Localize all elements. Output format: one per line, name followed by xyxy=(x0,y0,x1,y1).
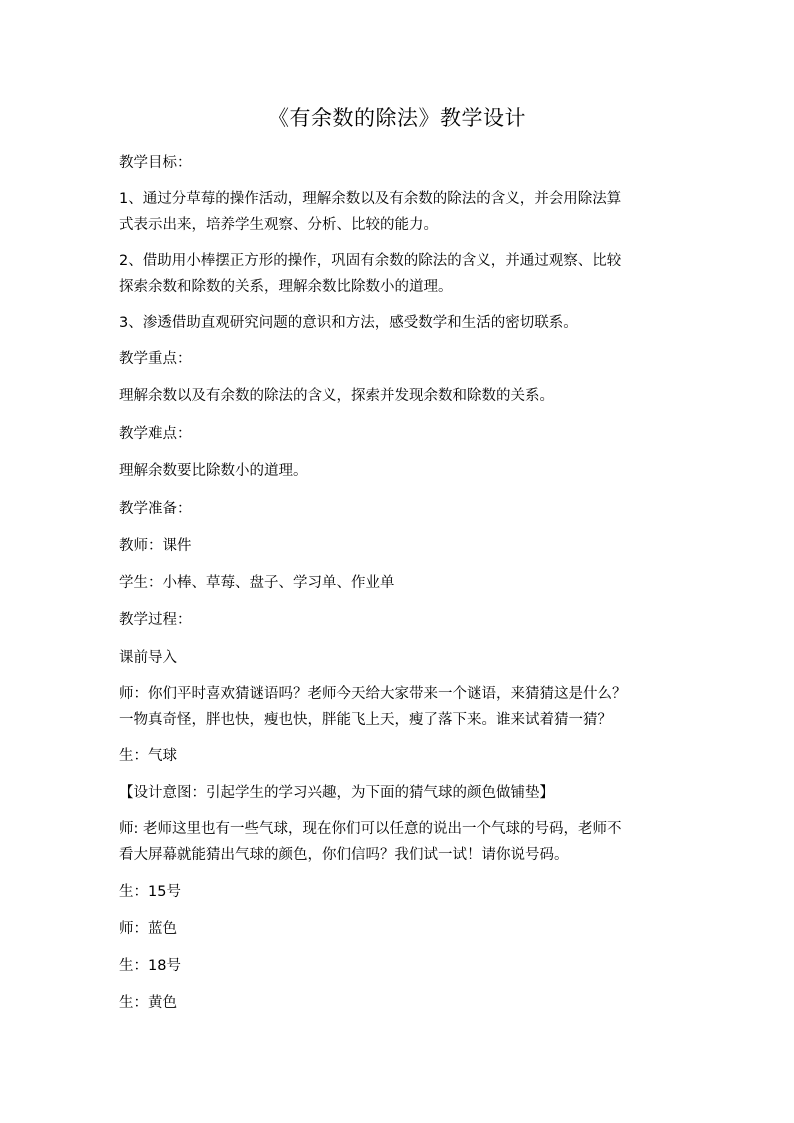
text-line: 师：蓝色 xyxy=(119,921,177,937)
text-line: 理解余数以及有余数的除法的含义，探索并发现余数和除数的关系。 xyxy=(119,388,554,404)
text-line: 生：黄色 xyxy=(119,995,177,1011)
text-line: 教学过程： xyxy=(119,612,192,628)
heading-preparation xyxy=(119,496,679,522)
student-preparation xyxy=(119,570,679,596)
student-number-15 xyxy=(119,879,679,905)
heading-objectives xyxy=(119,150,679,176)
heading-process xyxy=(119,607,679,633)
text-line: 师: 老师这里也有一些气球，现在你们可以任意的说出一个气球的号码，老师不 xyxy=(119,821,622,837)
text-line: 式表示出来，培养学生观察、分析、比较的能力。 xyxy=(119,217,438,233)
text-line: 教学准备： xyxy=(119,501,192,517)
document-title: 《有余数的除法》教学设计 xyxy=(268,106,526,130)
text-line: 教学难点： xyxy=(119,426,192,442)
text-line: 学生：小棒、草莓、盘子、学习单、作业单 xyxy=(119,575,395,591)
section-intro xyxy=(119,645,679,671)
heading-key-points xyxy=(119,346,679,372)
text-line: 教学目标： xyxy=(119,155,192,171)
text-line: 生：15号 xyxy=(119,884,181,900)
text-line: 看大屏幕就能猜出气球的颜色，你们信吗？我们试一试！请你说号码。 xyxy=(119,847,569,863)
text-line: 师：你们平时喜欢猜谜语吗？老师今天给大家带来一个谜语，来猜猜这是什么？ xyxy=(119,686,627,702)
student-yellow xyxy=(119,990,679,1016)
text-line: 2、借助用小棒摆正方形的操作，巩固有余数的除法的含义，并通过观察、比较 xyxy=(119,253,622,269)
text-line: 探索余数和除数的关系，理解余数比除数小的道理。 xyxy=(119,279,453,295)
student-answer-balloon xyxy=(119,743,679,769)
text-line: 课前导入 xyxy=(119,650,177,666)
key-points-text xyxy=(119,383,679,409)
teacher-riddle xyxy=(119,681,679,733)
text-line: 3、渗透借助直观研究问题的意识和方法，感受数学和生活的密切联系。 xyxy=(119,315,578,331)
heading-difficulty xyxy=(119,421,679,447)
teacher-balloon-game xyxy=(119,816,679,868)
text-line: 生：气球 xyxy=(119,748,177,764)
design-intent xyxy=(119,780,679,806)
teacher-preparation xyxy=(119,533,679,559)
difficulty-text xyxy=(119,458,679,484)
text-line: 【设计意图：引起学生的学习兴趣，为下面的猜气球的颜色做铺垫】 xyxy=(119,785,554,801)
text-line: 1、通过分草莓的操作活动，理解余数以及有余数的除法的含义，并会用除法算 xyxy=(119,191,622,207)
objective-1 xyxy=(119,186,679,238)
text-line: 理解余数要比除数小的道理。 xyxy=(119,463,308,479)
student-number-18 xyxy=(119,953,679,979)
objective-2 xyxy=(119,248,679,300)
objective-3 xyxy=(119,310,679,336)
text-line: 生：18号 xyxy=(119,958,181,974)
text-line: 教学重点： xyxy=(119,351,192,367)
text-line: 一物真奇怪，胖也快，瘦也快，胖能飞上天，瘦了落下来。谁来试着猜一猜？ xyxy=(119,712,612,728)
teacher-blue xyxy=(119,916,679,942)
text-line: 教师：课件 xyxy=(119,538,192,554)
